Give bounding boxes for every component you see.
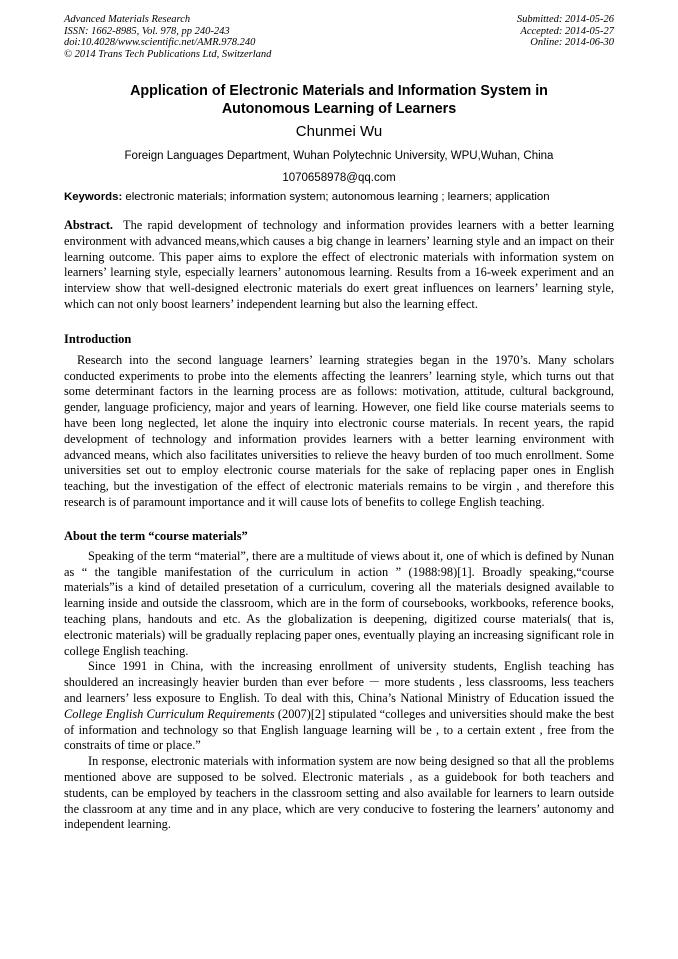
keywords-text: electronic materials; information system; autonomous learning ; learners; application [122,191,550,203]
journal-info [64,14,271,60]
introduction-heading: Introduction [64,331,132,346]
submitted-date: Submitted: 2014-05-26 [516,14,614,25]
paper-page [64,14,614,833]
keywords-label: Keywords: [64,191,123,203]
paragraph-2-text-b: (2007)[2] stipulated “colleges and universities should make the best of information and technology so that English language learning will be , to a certain extent , free from the constraits of time or place.” [64,706,614,753]
journal-copyright: © 2014 Trans Tech Publications Ltd, Switzerland [64,48,272,60]
keywords [64,190,614,204]
course-materials-paragraph-3: In response, electronic materials with information system are now being designed so that all the problems mentioned above are supposed to be solved. Electronic materials , as a guidebook for both teachers and students, can be employed by teachers in the classroom setting and also available for learners to learn outside the classroom at any time and in any place, which are very conducive to fostering the learners’ autonomy and independent learning. [64,754,614,832]
abstract-text: The rapid development of technology and information provides learners with a better learning environment with advanced means,which causes a big change in learners’ learning style and an impact on their learning outcome. This paper aims to explore the effect of electronic materials with information system on learners’ learning style, especially learners’ autonomous learning. Results from a 16-week experiment and an interview show that well-designed electronic materials do exert great influences on learners’ learning style, which can not only boost learners’ independent learning but also the learning effect. [64,218,614,311]
author-name: Chunmei Wu [295,123,383,140]
paper-title-line-2: Autonomous Learning of Learners [221,101,457,117]
paper-title [60,82,618,118]
paper-title-line-1: Application of Electronic Materials and Information System in [130,83,548,99]
journal-issn: ISSN: 1662-8985, Vol. 978, pp 240-243 [64,25,230,37]
paragraph-2-text-a: Since 1991 in China, with the increasing enrollment of university students, English teaching has shouldered an increasingly heavier burden than ever before － more students , less classrooms, less teachers and learners’ less exposure to English. To deal with this, China’s National Ministry of Education issued the [64,659,614,705]
course-materials-heading: About the term “course materials” [64,528,248,543]
abstract-label: Abstract. [64,218,114,232]
curriculum-requirements-title: College English Curriculum Requirements [64,706,275,721]
introduction-paragraph: Research into the second language learners’ learning strategies began in the 1970’s. Many scholars conducted experiments to probe into the elements affecting the leanrers’ learning style, which turns out that some determinant factors in the learning process are as follows: motivation, attitude, cultural background, gender, language proficiency, major and years of learning. However, one field like course materials seems to have been long neglected, let alone the inquiry into electronic course materials. In recent years, the rapid development of technology and information provides learners with a better learning environment with advanced means, which also facilitates universities to relieve the heavy burden of too much enrollment. Some universities set out to employ electronic course materials for the sake of replacing paper ones in English teaching, but the investigation of the effect of electronic materials remains to be virgin , and therefore this research is of paramount importance and it will cause lots of benefits to college English teaching. [64,352,614,509]
author-email: 1070658978@qq.com [282,172,396,184]
online-date: Online: 2014-06-30 [530,37,614,48]
course-materials-paragraph-1: Speaking of the term “material”, there are a multitude of views about it, one of which is defined by Nunan as “ the tangible manifestation of the curriculum in action ” (1988:98)[1]. Broadly speaking,“course materials”is a kind of detailed presetation of a curriculum, covering all the materials designed available to learning inside and outside the classroom, which are in the form of coursebooks, workbooks, reference books, teaching plans, handouts and etc. As the globalization is deepening, digitized course materials( that is, electronic materials) will be gradually replacing paper ones, eventually playing an increasing significant role in college English teaching. [64,548,614,658]
author-affiliation: Foreign Languages Department, Wuhan Polytechnic University, WPU,Wuhan, China [124,150,554,162]
journal-name: Advanced Materials Research [64,14,191,25]
abstract [64,218,614,313]
publication-dates [517,14,614,49]
accepted-date: Accepted: 2014-05-27 [520,25,614,37]
page-header [64,14,614,62]
journal-doi: doi:10.4028/www.scientific.net/AMR.978.240 [64,37,256,48]
course-materials-paragraph-2 [64,659,614,754]
